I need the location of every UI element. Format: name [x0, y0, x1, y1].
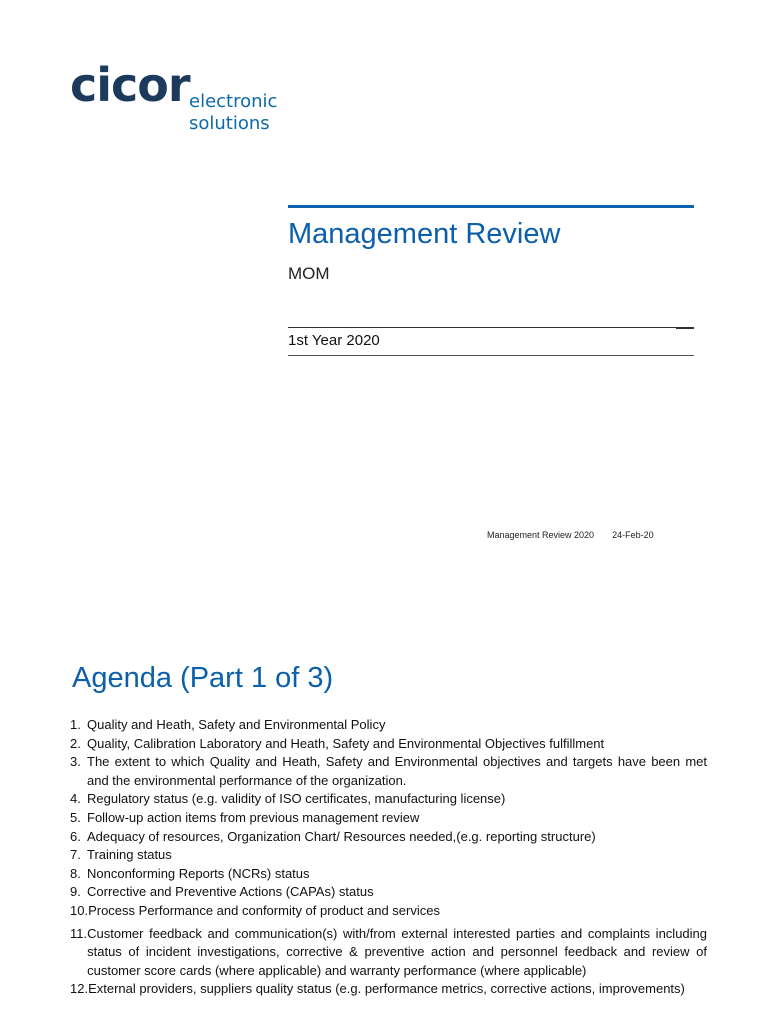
- period-top-rule-accent: [676, 327, 694, 329]
- agenda-item: [70, 846, 707, 865]
- agenda-item-number: 9.: [70, 884, 81, 900]
- agenda-item: [70, 883, 707, 902]
- agenda-item: [70, 865, 707, 884]
- agenda-item-number: 1.: [70, 717, 81, 732]
- agenda-item-text: Training status: [87, 847, 172, 863]
- agenda-item-number: 11.: [70, 925, 88, 941]
- agenda-item-text: Quality, Calibration Laboratory and Heath, Safety and Environmental Objectives fulfillment: [87, 735, 605, 751]
- agenda-item: [70, 753, 707, 790]
- agenda-item-text: Process Performance and conformity of product and services: [88, 902, 440, 918]
- agenda-item-text: External providers, suppliers quality status (e.g. performance metrics, corrective actions, improvements): [88, 981, 685, 997]
- agenda-item: [70, 735, 707, 754]
- page-footer: [487, 530, 654, 540]
- agenda-heading: Agenda (Part 1 of 3): [72, 662, 334, 694]
- document-title: Management Review: [288, 218, 561, 250]
- period-bottom-rule: [288, 355, 694, 356]
- agenda-item-text: The extent to which Quality and Heath, Safety and Environmental objectives and targets have been met and the environmental performance of the organization.: [87, 754, 707, 788]
- agenda-item-text: Quality and Heath, Safety and Environmental Policy: [87, 717, 386, 732]
- logo-tagline-line-1: electronic: [189, 91, 278, 112]
- agenda-item: [70, 828, 707, 847]
- agenda-item-text: Customer feedback and communication(s) with/from external interested parties and complaints including status of incident investigations, corrective & preventive action and personnel feedback and review of customer score cards (where applicable) and warranty performance (where applicable): [87, 925, 707, 978]
- company-logo: cicor: [70, 58, 190, 112]
- agenda-item-number: 7.: [70, 847, 81, 863]
- footer-date: 24-Feb-20: [612, 530, 654, 540]
- document-subtitle: MOM: [288, 264, 330, 283]
- agenda-item: [70, 790, 707, 809]
- period-top-rule: [288, 327, 694, 328]
- agenda-item: [70, 902, 707, 921]
- agenda-list: [70, 716, 707, 999]
- review-period: 1st Year 2020: [288, 332, 380, 349]
- agenda-item-text: Corrective and Preventive Actions (CAPAs) status: [87, 884, 374, 900]
- agenda-item: [70, 716, 707, 735]
- footer-label: Management Review 2020: [487, 530, 595, 540]
- agenda-item-number: 2.: [70, 735, 81, 751]
- agenda-item-text: Regulatory status (e.g. validity of ISO certificates, manufacturing license): [87, 791, 506, 807]
- agenda-item-number: 5.: [70, 809, 81, 825]
- agenda-item-number: 6.: [70, 828, 81, 844]
- agenda-item: [70, 980, 707, 999]
- agenda-item: [70, 925, 707, 981]
- agenda-item-number: 10.: [70, 902, 89, 918]
- agenda-item-text: Nonconforming Reports (NCRs) status: [87, 865, 310, 881]
- agenda-item-text: Adequacy of resources, Organization Chart/ Resources needed,(e.g. reporting structure): [87, 828, 596, 844]
- agenda-item-text: Follow-up action items from previous management review: [87, 809, 420, 825]
- agenda-item: [70, 809, 707, 828]
- title-top-rule: [288, 205, 694, 208]
- agenda-item-number: 8.: [70, 865, 81, 881]
- logo-tagline: [189, 91, 277, 135]
- logo-tagline-line-2: solutions: [189, 113, 270, 134]
- agenda-item-number: 12.: [70, 981, 89, 997]
- agenda-item-number: 3.: [70, 754, 81, 770]
- agenda-item-number: 4.: [70, 791, 81, 807]
